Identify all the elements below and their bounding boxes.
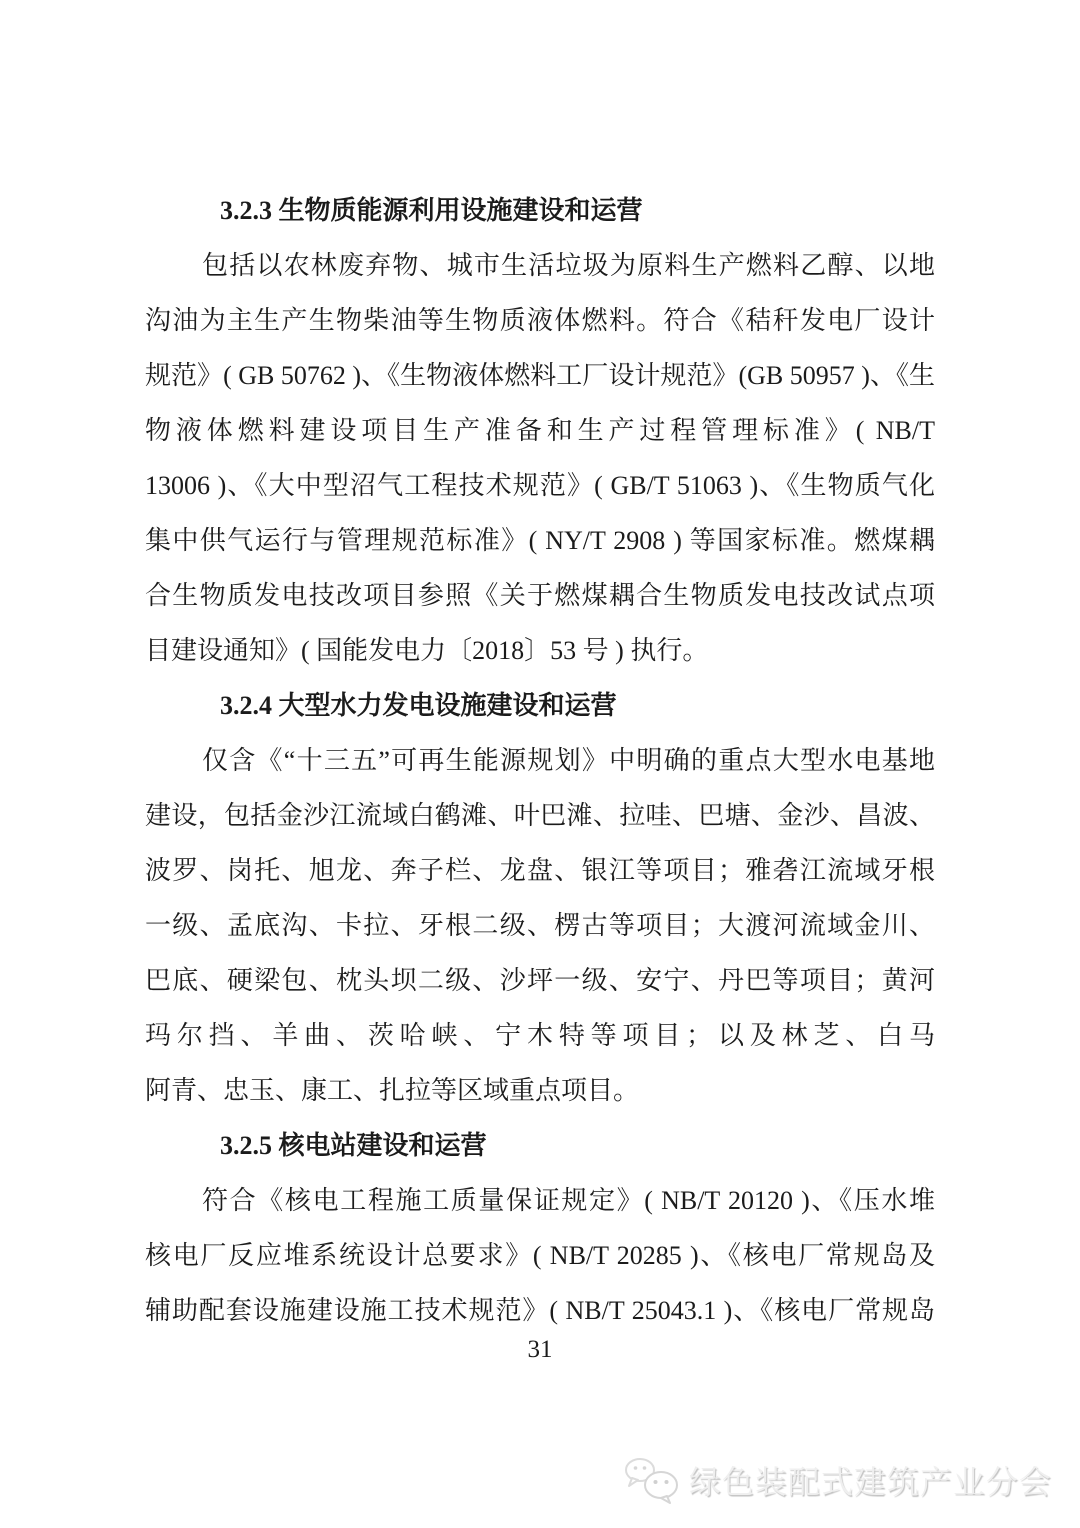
text-line: 规范》( GB 50762 )、《生物液体燃料工厂设计规范》(GB 50957 )、《生 — [145, 361, 935, 390]
text-line: 集中供气运行与管理规范标准》( NY/T 2908 ) 等国家标准。燃煤耦 — [145, 526, 935, 555]
text-line: 仅含《“十三五”可再生能源规划》中明确的重点大型水电基地 — [202, 746, 935, 775]
text-line: 一级、孟底沟、卡拉、牙根二级、楞古等项目；大渡河流域金川、 — [145, 911, 935, 940]
page-number: 31 — [527, 1336, 553, 1363]
text-line: 玛尔挡、羊曲、茨哈峡、宁木特等项目；以及林芝、白马 — [145, 1021, 935, 1050]
text-line: 符合《核电工程施工质量保证规定》( NB/T 20120 )、《压水堆 — [202, 1186, 935, 1215]
text-line: 沟油为主生产生物柴油等生物质液体燃料。符合《秸秆发电厂设计 — [145, 306, 935, 335]
section-heading: 3.2.4 大型水力发电设施建设和运营 — [220, 691, 617, 720]
text-line: 阿青、忠玉、康工、扎拉等区域重点项目。 — [145, 1076, 640, 1105]
watermark-label: 绿色装配式建筑产业分会 — [688, 1464, 1052, 1500]
wechat-logo-icon — [623, 1456, 681, 1504]
text-line: 合生物质发电技改项目参照《关于燃煤耦合生物质发电技改试点项 — [145, 581, 935, 610]
section-heading: 3.2.5 核电站建设和运营 — [220, 1131, 487, 1160]
text-line: 包括以农林废弃物、城市生活垃圾为原料生产燃料乙醇、以地 — [202, 251, 935, 280]
section-heading: 3.2.3 生物质能源利用设施建设和运营 — [220, 196, 643, 225]
text-line: 物液体燃料建设项目生产准备和生产过程管理标准》( NB/T — [145, 416, 935, 445]
text-line: 13006 )、《大中型沼气工程技术规范》( GB/T 51063 )、《生物质气化 — [145, 471, 935, 500]
text-line: 核电厂反应堆系统设计总要求》( NB/T 20285 )、《核电厂常规岛及 — [145, 1241, 935, 1270]
document-body — [145, 183, 935, 1338]
text-line: 辅助配套设施建设施工技术规范》( NB/T 25043.1 )、《核电厂常规岛 — [145, 1296, 935, 1325]
text-line: 波罗、岗托、旭龙、奔子栏、龙盘、银江等项目；雅砻江流域牙根 — [145, 856, 935, 885]
watermark — [623, 1456, 1052, 1504]
text-line: 巴底、硬梁包、枕头坝二级、沙坪一级、安宁、丹巴等项目；黄河 — [145, 966, 935, 995]
text-line: 目建设通知》( 国能发电力〔2018〕53 号 ) 执行。 — [145, 636, 709, 665]
text-line: 建设，包括金沙江流域白鹤滩、叶巴滩、拉哇、巴塘、金沙、昌波、 — [145, 801, 935, 830]
